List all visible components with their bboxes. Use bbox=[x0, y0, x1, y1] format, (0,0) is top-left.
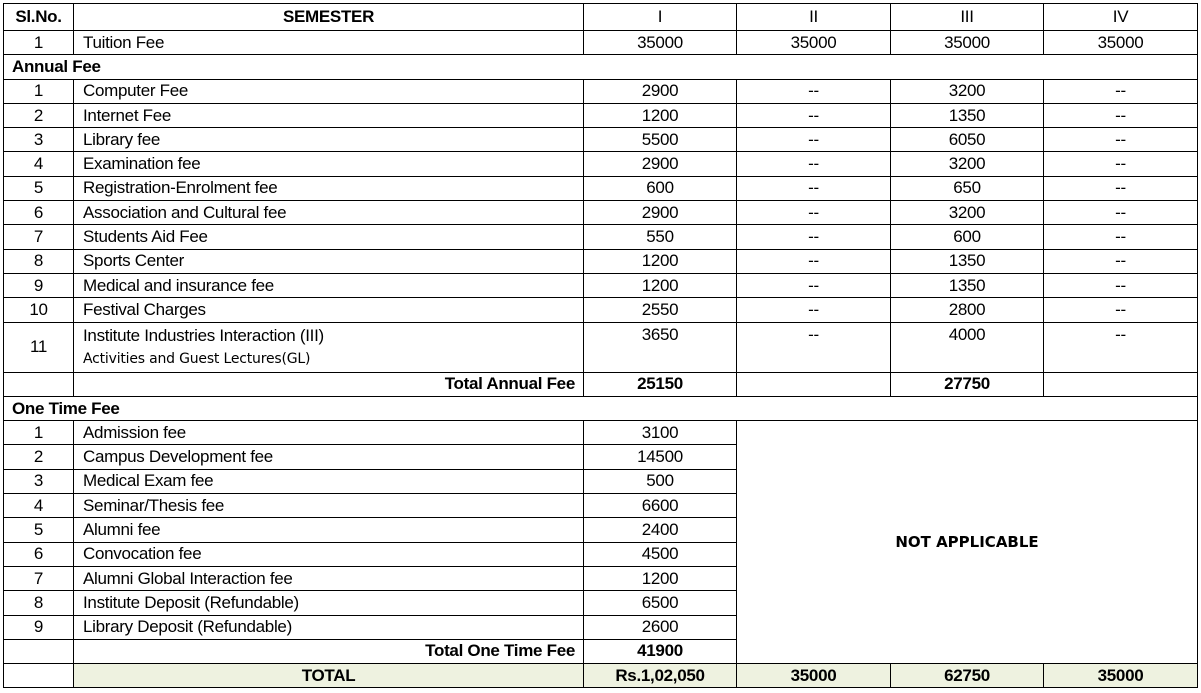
fee-sem-2: -- bbox=[737, 298, 891, 322]
fee-sem-1: 5500 bbox=[584, 128, 737, 152]
fee-sem-1: 3650 bbox=[584, 322, 737, 372]
table-row bbox=[4, 152, 1198, 176]
fee-sem-2: -- bbox=[737, 249, 891, 273]
fee-sem-1: 3100 bbox=[584, 421, 737, 445]
header-semester: SEMESTER bbox=[74, 4, 584, 31]
fee-sem-3: 35000 bbox=[891, 31, 1044, 55]
row-number: 1 bbox=[4, 421, 74, 445]
table-row bbox=[4, 273, 1198, 297]
row-number: 1 bbox=[4, 79, 74, 103]
row-number: 8 bbox=[4, 591, 74, 615]
row-number: 9 bbox=[4, 273, 74, 297]
grand-total-sem-4: 35000 bbox=[1044, 664, 1198, 688]
fee-sem-3: 4000 bbox=[891, 322, 1044, 372]
table-row bbox=[4, 103, 1198, 127]
fee-sem-4: -- bbox=[1044, 225, 1198, 249]
row-number: 6 bbox=[4, 542, 74, 566]
total-annual-fee-sem-1: 25150 bbox=[584, 372, 737, 396]
fee-label: Alumni Global Interaction fee bbox=[74, 566, 584, 590]
fee-sem-1: 500 bbox=[584, 469, 737, 493]
fee-sem-1: 600 bbox=[584, 176, 737, 200]
fee-sem-2: 35000 bbox=[737, 31, 891, 55]
row-number: 10 bbox=[4, 298, 74, 322]
grand-total-sem-3: 62750 bbox=[891, 664, 1044, 688]
fee-label: Examination fee bbox=[74, 152, 584, 176]
fee-sem-4: 35000 bbox=[1044, 31, 1198, 55]
fee-sem-3: 3200 bbox=[891, 79, 1044, 103]
empty-cell bbox=[737, 372, 891, 396]
fee-label: Alumni fee bbox=[74, 518, 584, 542]
grand-total-sem-1: Rs.1,02,050 bbox=[584, 664, 737, 688]
fee-sem-3: 650 bbox=[891, 176, 1044, 200]
fee-sem-4: -- bbox=[1044, 201, 1198, 225]
table-row bbox=[4, 298, 1198, 322]
fee-sem-4: -- bbox=[1044, 273, 1198, 297]
fee-label: Library fee bbox=[74, 128, 584, 152]
fee-structure bbox=[3, 3, 1198, 688]
row-number: 7 bbox=[4, 566, 74, 590]
fee-sem-4: -- bbox=[1044, 79, 1198, 103]
fee-label: Convocation fee bbox=[74, 542, 584, 566]
table-row bbox=[4, 201, 1198, 225]
fee-sem-1: 6500 bbox=[584, 591, 737, 615]
fee-sem-2: -- bbox=[737, 152, 891, 176]
grand-total-label: TOTAL bbox=[74, 664, 584, 688]
fee-sem-2: -- bbox=[737, 225, 891, 249]
fee-label: Seminar/Thesis fee bbox=[74, 494, 584, 518]
row-number: 1 bbox=[4, 31, 74, 55]
row-number: 2 bbox=[4, 445, 74, 469]
row-number: 3 bbox=[4, 128, 74, 152]
total-one-time-fee-sem-1: 41900 bbox=[584, 639, 737, 663]
header-sem-3: III bbox=[891, 4, 1044, 31]
fee-sem-4: -- bbox=[1044, 128, 1198, 152]
fee-sem-1: 2400 bbox=[584, 518, 737, 542]
total-one-time-fee-label: Total One Time Fee bbox=[74, 639, 584, 663]
fee-sem-3: 1350 bbox=[891, 273, 1044, 297]
fee-sem-2: -- bbox=[737, 176, 891, 200]
annual-fee-heading-row bbox=[4, 55, 1198, 79]
fee-label: Library Deposit (Refundable) bbox=[74, 615, 584, 639]
fee-sem-1: 2550 bbox=[584, 298, 737, 322]
grand-total-sem-2: 35000 bbox=[737, 664, 891, 688]
row-number: 2 bbox=[4, 103, 74, 127]
empty-cell bbox=[4, 664, 74, 688]
total-annual-fee-sem-3: 27750 bbox=[891, 372, 1044, 396]
empty-cell bbox=[4, 639, 74, 663]
fee-sem-1: 6600 bbox=[584, 494, 737, 518]
fee-label-continued: Activities and Guest Lectures(GL) bbox=[83, 350, 311, 367]
fee-sem-3: 3200 bbox=[891, 201, 1044, 225]
fee-sem-1: 4500 bbox=[584, 542, 737, 566]
fee-label: Internet Fee bbox=[74, 103, 584, 127]
fee-label: Admission fee bbox=[74, 421, 584, 445]
row-number: 5 bbox=[4, 176, 74, 200]
table-row bbox=[4, 176, 1198, 200]
table-row bbox=[4, 79, 1198, 103]
fee-sem-3: 6050 bbox=[891, 128, 1044, 152]
row-number: 4 bbox=[4, 152, 74, 176]
row-number: 5 bbox=[4, 518, 74, 542]
header-sem-2: II bbox=[737, 4, 891, 31]
table-row bbox=[4, 128, 1198, 152]
fee-label: Festival Charges bbox=[74, 298, 584, 322]
fee-sem-4: -- bbox=[1044, 249, 1198, 273]
row-number: 3 bbox=[4, 469, 74, 493]
table-row bbox=[4, 249, 1198, 273]
fee-sem-1: 2600 bbox=[584, 615, 737, 639]
header-row bbox=[4, 4, 1198, 31]
fee-sem-4: -- bbox=[1044, 322, 1198, 372]
row-number: 6 bbox=[4, 201, 74, 225]
fee-sem-3: 600 bbox=[891, 225, 1044, 249]
fee-sem-2: -- bbox=[737, 273, 891, 297]
annual-fee-heading: Annual Fee bbox=[4, 55, 1198, 79]
fee-sem-3: 2800 bbox=[891, 298, 1044, 322]
header-sem-4: IV bbox=[1044, 4, 1198, 31]
fee-sem-2: -- bbox=[737, 322, 891, 372]
fee-label: Sports Center bbox=[74, 249, 584, 273]
empty-cell bbox=[1044, 372, 1198, 396]
fee-sem-4: -- bbox=[1044, 103, 1198, 127]
fee-label: Registration-Enrolment fee bbox=[74, 176, 584, 200]
fee-sem-1: 1200 bbox=[584, 273, 737, 297]
fee-sem-3: 3200 bbox=[891, 152, 1044, 176]
fee-sem-1: 550 bbox=[584, 225, 737, 249]
fee-label: Students Aid Fee bbox=[74, 225, 584, 249]
tuition-row bbox=[4, 31, 1198, 55]
fee-sem-3: 1350 bbox=[891, 249, 1044, 273]
fee-label: Association and Cultural fee bbox=[74, 201, 584, 225]
fee-label: Medical and insurance fee bbox=[74, 273, 584, 297]
empty-cell bbox=[4, 372, 74, 396]
fee-sem-1: 35000 bbox=[584, 31, 737, 55]
fee-table bbox=[3, 3, 1198, 688]
one-time-fee-heading-row bbox=[4, 396, 1198, 420]
row-number: 11 bbox=[4, 322, 74, 372]
fee-label: Institute Deposit (Refundable) bbox=[74, 591, 584, 615]
table-row bbox=[4, 322, 1198, 372]
row-number: 9 bbox=[4, 615, 74, 639]
row-number: 7 bbox=[4, 225, 74, 249]
fee-label: Institute Industries Interaction (III) bbox=[83, 325, 324, 345]
fee-label: Computer Fee bbox=[74, 79, 584, 103]
fee-sem-1: 1200 bbox=[584, 103, 737, 127]
fee-sem-1: 2900 bbox=[584, 79, 737, 103]
one-time-fee-heading: One Time Fee bbox=[4, 396, 1198, 420]
grand-total-row bbox=[4, 664, 1198, 688]
fee-label-multiline bbox=[74, 322, 584, 372]
fee-sem-1: 2900 bbox=[584, 201, 737, 225]
fee-sem-2: -- bbox=[737, 103, 891, 127]
fee-sem-2: -- bbox=[737, 128, 891, 152]
header-sem-1: I bbox=[584, 4, 737, 31]
table-row bbox=[4, 225, 1198, 249]
fee-sem-2: -- bbox=[737, 201, 891, 225]
fee-label: Medical Exam fee bbox=[74, 469, 584, 493]
fee-sem-1: 1200 bbox=[584, 566, 737, 590]
table-row bbox=[4, 421, 1198, 445]
fee-label: Campus Development fee bbox=[74, 445, 584, 469]
not-applicable-cell: NOT APPLICABLE bbox=[737, 421, 1198, 664]
fee-sem-4: -- bbox=[1044, 152, 1198, 176]
fee-sem-1: 1200 bbox=[584, 249, 737, 273]
total-annual-fee-label: Total Annual Fee bbox=[74, 372, 584, 396]
header-slno: Sl.No. bbox=[4, 4, 74, 31]
fee-sem-2: -- bbox=[737, 79, 891, 103]
fee-label: Tuition Fee bbox=[74, 31, 584, 55]
row-number: 4 bbox=[4, 494, 74, 518]
row-number: 8 bbox=[4, 249, 74, 273]
fee-sem-1: 14500 bbox=[584, 445, 737, 469]
fee-sem-4: -- bbox=[1044, 298, 1198, 322]
fee-sem-3: 1350 bbox=[891, 103, 1044, 127]
fee-sem-4: -- bbox=[1044, 176, 1198, 200]
fee-sem-1: 2900 bbox=[584, 152, 737, 176]
total-annual-fee-row bbox=[4, 372, 1198, 396]
